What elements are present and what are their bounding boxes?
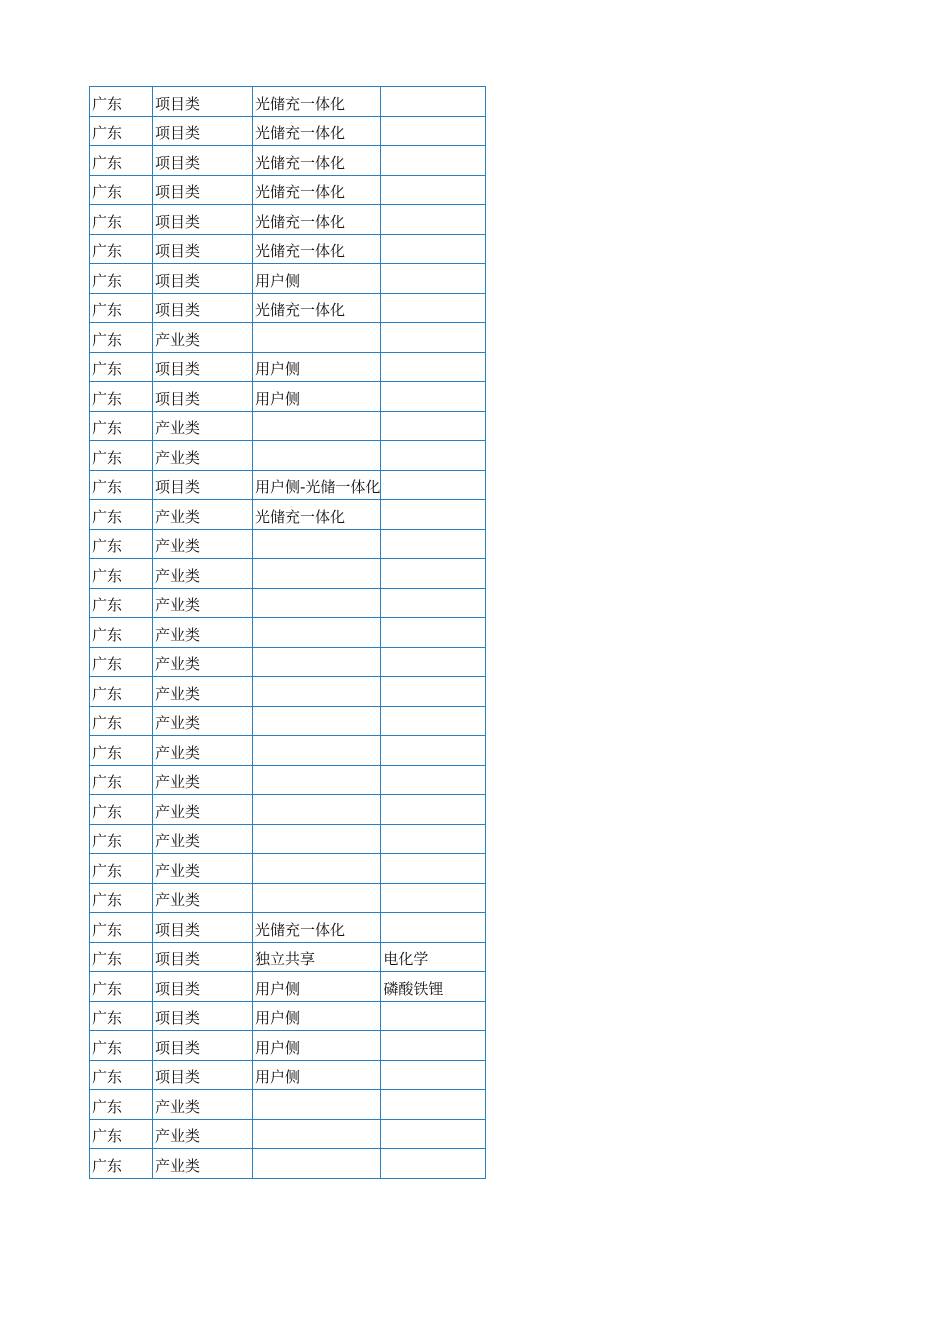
table-row [90, 146, 486, 176]
type-cell[interactable]: 光储充一体化 [253, 234, 381, 264]
category-cell[interactable]: 项目类 [153, 87, 253, 117]
table-row [90, 913, 486, 943]
tech-cell[interactable] [381, 795, 486, 825]
category-cell[interactable]: 产业类 [153, 588, 253, 618]
category-cell[interactable]: 产业类 [153, 706, 253, 736]
province-cell[interactable]: 广东 [90, 470, 153, 500]
tech-cell[interactable] [381, 470, 486, 500]
province-cell[interactable]: 广东 [90, 706, 153, 736]
table-row [90, 234, 486, 264]
tech-cell[interactable] [381, 500, 486, 530]
category-cell[interactable]: 项目类 [153, 913, 253, 943]
type-cell[interactable] [253, 706, 381, 736]
type-cell[interactable]: 光储充一体化 [253, 913, 381, 943]
table-row [90, 942, 486, 972]
tech-cell[interactable] [381, 264, 486, 294]
category-cell[interactable]: 项目类 [153, 352, 253, 382]
table-row [90, 824, 486, 854]
category-cell[interactable]: 项目类 [153, 146, 253, 176]
province-cell[interactable]: 广东 [90, 116, 153, 146]
type-cell[interactable]: 光储充一体化 [253, 175, 381, 205]
type-cell[interactable] [253, 618, 381, 648]
province-cell[interactable]: 广东 [90, 618, 153, 648]
type-cell[interactable] [253, 1119, 381, 1149]
tech-cell[interactable] [381, 146, 486, 176]
province-cell[interactable]: 广东 [90, 677, 153, 707]
tech-cell[interactable] [381, 175, 486, 205]
type-cell[interactable] [253, 559, 381, 589]
category-cell[interactable]: 产业类 [153, 677, 253, 707]
province-cell[interactable]: 广东 [90, 441, 153, 471]
type-cell[interactable]: 用户侧 [253, 382, 381, 412]
category-cell[interactable]: 产业类 [153, 411, 253, 441]
province-cell[interactable]: 广东 [90, 1090, 153, 1120]
tech-cell[interactable] [381, 1001, 486, 1031]
category-cell[interactable]: 产业类 [153, 854, 253, 884]
table-row [90, 1060, 486, 1090]
type-cell[interactable] [253, 854, 381, 884]
type-cell[interactable]: 用户侧 [253, 972, 381, 1002]
province-cell[interactable]: 广东 [90, 205, 153, 235]
category-cell[interactable]: 项目类 [153, 1031, 253, 1061]
category-cell[interactable]: 产业类 [153, 736, 253, 766]
tech-cell[interactable] [381, 706, 486, 736]
table-row [90, 765, 486, 795]
category-cell[interactable]: 产业类 [153, 1149, 253, 1179]
type-cell[interactable] [253, 677, 381, 707]
type-cell[interactable] [253, 647, 381, 677]
province-cell[interactable]: 广东 [90, 588, 153, 618]
type-cell[interactable] [253, 883, 381, 913]
province-cell[interactable]: 广东 [90, 972, 153, 1002]
tech-cell[interactable] [381, 1060, 486, 1090]
category-cell[interactable]: 产业类 [153, 500, 253, 530]
province-cell[interactable]: 广东 [90, 824, 153, 854]
tech-cell[interactable] [381, 205, 486, 235]
province-cell[interactable]: 广东 [90, 411, 153, 441]
type-cell[interactable] [253, 824, 381, 854]
tech-cell[interactable] [381, 588, 486, 618]
spreadsheet-table [89, 86, 486, 1179]
type-cell[interactable] [253, 529, 381, 559]
type-cell[interactable] [253, 441, 381, 471]
tech-cell[interactable] [381, 352, 486, 382]
province-cell[interactable]: 广东 [90, 942, 153, 972]
type-cell[interactable]: 用户侧 [253, 1060, 381, 1090]
type-cell[interactable] [253, 323, 381, 353]
category-cell[interactable]: 产业类 [153, 647, 253, 677]
tech-cell[interactable] [381, 529, 486, 559]
province-cell[interactable]: 广东 [90, 559, 153, 589]
category-cell[interactable]: 项目类 [153, 264, 253, 294]
table-row [90, 736, 486, 766]
tech-cell[interactable] [381, 1119, 486, 1149]
tech-cell[interactable] [381, 1090, 486, 1120]
province-cell[interactable]: 广东 [90, 146, 153, 176]
tech-cell[interactable] [381, 1031, 486, 1061]
table-row [90, 559, 486, 589]
category-cell[interactable]: 项目类 [153, 972, 253, 1002]
province-cell[interactable]: 广东 [90, 913, 153, 943]
table-row [90, 706, 486, 736]
type-cell[interactable] [253, 1149, 381, 1179]
type-cell[interactable] [253, 736, 381, 766]
type-cell[interactable]: 用户侧 [253, 1001, 381, 1031]
table-row [90, 1001, 486, 1031]
type-cell[interactable]: 独立共享 [253, 942, 381, 972]
category-cell[interactable]: 项目类 [153, 470, 253, 500]
type-cell[interactable]: 用户侧 [253, 264, 381, 294]
table-row [90, 352, 486, 382]
tech-cell[interactable] [381, 854, 486, 884]
province-cell[interactable]: 广东 [90, 736, 153, 766]
tech-cell[interactable] [381, 736, 486, 766]
type-cell[interactable]: 光储充一体化 [253, 87, 381, 117]
province-cell[interactable]: 广东 [90, 1060, 153, 1090]
category-cell[interactable]: 产业类 [153, 1119, 253, 1149]
province-cell[interactable]: 广东 [90, 1119, 153, 1149]
tech-cell[interactable] [381, 913, 486, 943]
tech-cell[interactable] [381, 677, 486, 707]
table-row [90, 972, 486, 1002]
province-cell[interactable]: 广东 [90, 264, 153, 294]
tech-cell[interactable] [381, 87, 486, 117]
category-cell[interactable]: 产业类 [153, 1090, 253, 1120]
tech-cell[interactable] [381, 116, 486, 146]
tech-cell[interactable] [381, 382, 486, 412]
table-row [90, 293, 486, 323]
province-cell[interactable]: 广东 [90, 1031, 153, 1061]
table-row [90, 647, 486, 677]
table-row [90, 87, 486, 117]
tech-cell[interactable] [381, 441, 486, 471]
tech-cell[interactable] [381, 559, 486, 589]
category-cell[interactable]: 产业类 [153, 765, 253, 795]
type-cell[interactable] [253, 411, 381, 441]
province-cell[interactable]: 广东 [90, 1149, 153, 1179]
table-row [90, 264, 486, 294]
table-row [90, 529, 486, 559]
tech-cell[interactable] [381, 1149, 486, 1179]
table-body [90, 87, 486, 1179]
type-cell[interactable]: 光储充一体化 [253, 205, 381, 235]
type-cell[interactable]: 光储充一体化 [253, 146, 381, 176]
category-cell[interactable]: 产业类 [153, 824, 253, 854]
category-cell[interactable]: 项目类 [153, 116, 253, 146]
table-row [90, 1090, 486, 1120]
type-cell[interactable]: 用户侧 [253, 352, 381, 382]
category-cell[interactable]: 产业类 [153, 795, 253, 825]
category-cell[interactable]: 产业类 [153, 323, 253, 353]
category-cell[interactable]: 项目类 [153, 382, 253, 412]
tech-cell[interactable] [381, 647, 486, 677]
table-row [90, 854, 486, 884]
category-cell[interactable]: 产业类 [153, 441, 253, 471]
category-cell[interactable]: 项目类 [153, 234, 253, 264]
tech-cell[interactable] [381, 824, 486, 854]
category-cell[interactable]: 产业类 [153, 883, 253, 913]
type-cell[interactable] [253, 765, 381, 795]
category-cell[interactable]: 项目类 [153, 205, 253, 235]
table-row [90, 175, 486, 205]
category-cell[interactable]: 项目类 [153, 942, 253, 972]
province-cell[interactable]: 广东 [90, 1001, 153, 1031]
type-cell[interactable]: 光储充一体化 [253, 116, 381, 146]
category-cell[interactable]: 项目类 [153, 293, 253, 323]
province-cell[interactable]: 广东 [90, 647, 153, 677]
type-cell[interactable] [253, 1090, 381, 1120]
province-cell[interactable]: 广东 [90, 795, 153, 825]
province-cell[interactable]: 广东 [90, 500, 153, 530]
tech-cell[interactable] [381, 411, 486, 441]
province-cell[interactable]: 广东 [90, 87, 153, 117]
table-row [90, 323, 486, 353]
table-row [90, 470, 486, 500]
table-row [90, 441, 486, 471]
province-cell[interactable]: 广东 [90, 883, 153, 913]
type-cell[interactable] [253, 588, 381, 618]
type-cell[interactable]: 用户侧 [253, 1031, 381, 1061]
category-cell[interactable]: 产业类 [153, 529, 253, 559]
tech-cell[interactable] [381, 883, 486, 913]
table-row [90, 500, 486, 530]
tech-cell[interactable] [381, 323, 486, 353]
table-row [90, 1119, 486, 1149]
table-row [90, 795, 486, 825]
tech-cell[interactable] [381, 234, 486, 264]
category-cell[interactable]: 产业类 [153, 559, 253, 589]
type-cell[interactable]: 用户侧-光储一体化 [253, 470, 381, 500]
table-row [90, 382, 486, 412]
table-row [90, 883, 486, 913]
table-row [90, 116, 486, 146]
category-cell[interactable]: 产业类 [153, 618, 253, 648]
tech-cell[interactable] [381, 618, 486, 648]
category-cell[interactable]: 项目类 [153, 1001, 253, 1031]
province-cell[interactable]: 广东 [90, 323, 153, 353]
province-cell[interactable]: 广东 [90, 765, 153, 795]
type-cell[interactable]: 光储充一体化 [253, 500, 381, 530]
type-cell[interactable] [253, 795, 381, 825]
tech-cell[interactable]: 电化学 [381, 942, 486, 972]
province-cell[interactable]: 广东 [90, 382, 153, 412]
category-cell[interactable]: 项目类 [153, 1060, 253, 1090]
province-cell[interactable]: 广东 [90, 529, 153, 559]
tech-cell[interactable] [381, 765, 486, 795]
table-row [90, 205, 486, 235]
table-row [90, 1031, 486, 1061]
province-cell[interactable]: 广东 [90, 352, 153, 382]
table-row [90, 411, 486, 441]
type-cell[interactable]: 光储充一体化 [253, 293, 381, 323]
tech-cell[interactable] [381, 293, 486, 323]
table-row [90, 618, 486, 648]
province-cell[interactable]: 广东 [90, 854, 153, 884]
table-row [90, 677, 486, 707]
province-cell[interactable]: 广东 [90, 293, 153, 323]
province-cell[interactable]: 广东 [90, 234, 153, 264]
category-cell[interactable]: 项目类 [153, 175, 253, 205]
table-row [90, 1149, 486, 1179]
table-row [90, 588, 486, 618]
tech-cell[interactable]: 磷酸铁锂 [381, 972, 486, 1002]
province-cell[interactable]: 广东 [90, 175, 153, 205]
